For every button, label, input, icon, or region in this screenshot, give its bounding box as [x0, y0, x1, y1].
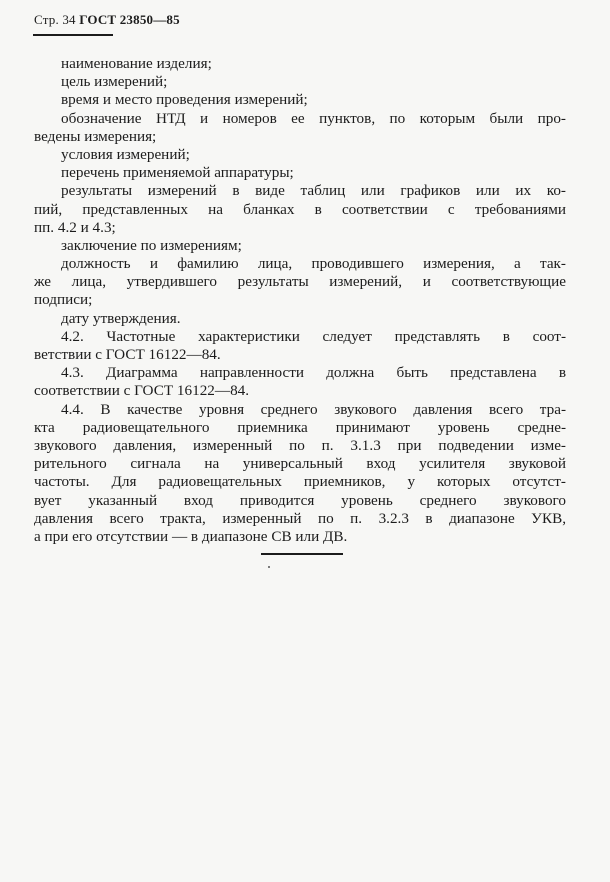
- clause-4-3-continuation: соответствии с ГОСТ 16122—84.: [34, 382, 250, 400]
- clause-4-4-continuation: частоты. Для радиовещательных приемников, у которых отсутст-: [34, 473, 566, 491]
- page-header: [34, 12, 180, 28]
- list-item: время и место проведения измерений;: [61, 91, 308, 109]
- clause-4-4-continuation: вует указанный вход приводится уровень среднего звукового: [34, 491, 566, 509]
- clause-4-4-continuation: звукового давления, измеренный по п. 3.1.3 при подведении изме-: [34, 436, 566, 454]
- page-number: Стр. 34: [34, 12, 76, 27]
- list-item-continuation: пий, представленных на бланках в соответствии с требованиями: [34, 200, 566, 218]
- list-item: наименование изделия;: [61, 55, 212, 72]
- clause-4-4-continuation: а при его отсутствии — в диапазоне СВ или ДВ.: [34, 527, 348, 545]
- header-underline: [33, 34, 113, 36]
- clause-4-3: 4.3. Диаграмма направленности должна быть представлена в: [61, 364, 566, 382]
- section-end-rule: [261, 553, 343, 555]
- list-item: результаты измерений в виде таблиц или графиков или их ко-: [61, 182, 566, 200]
- clause-4-4-continuation: рительного сигнала на универсальный вход усилителя звуковой: [34, 455, 566, 473]
- list-item: перечень применяемой аппаратуры;: [61, 164, 294, 182]
- list-item-continuation: пп. 4.2 и 4.3;: [34, 218, 116, 236]
- list-item-continuation: же лица, утвердившего результаты измерений, и соответствующие: [34, 273, 566, 291]
- clause-4-2: 4.2. Частотные характеристики следует представлять в соот-: [61, 327, 566, 345]
- clause-4-4: 4.4. В качестве уровня среднего звукового давления всего тра-: [61, 400, 566, 418]
- list-item: должность и фамилию лица, проводившего измерения, а так-: [61, 255, 566, 273]
- list-item: цель измерений;: [61, 73, 168, 91]
- list-item: обозначение НТД и номеров ее пунктов, по которым были про-: [61, 109, 566, 127]
- document-body: [34, 55, 566, 546]
- standard-code: ГОСТ 23850—85: [79, 12, 180, 27]
- list-item: заключение по измерениям;: [61, 236, 242, 254]
- list-item: дату утверждения.: [61, 309, 181, 327]
- clause-4-4-continuation: давления всего тракта, измеренный по п. 3.2.3 в диапазоне УКВ,: [34, 509, 566, 527]
- print-speck: [268, 566, 270, 568]
- clause-4-2-continuation: ветствии с ГОСТ 16122—84.: [34, 346, 221, 363]
- list-item-continuation: подписи;: [34, 291, 93, 309]
- clause-4-4-continuation: кта радиовещательного приемника принимают уровень средне-: [34, 418, 566, 436]
- list-item-continuation: ведены измерения;: [34, 127, 157, 145]
- list-item: условия измерений;: [61, 145, 190, 163]
